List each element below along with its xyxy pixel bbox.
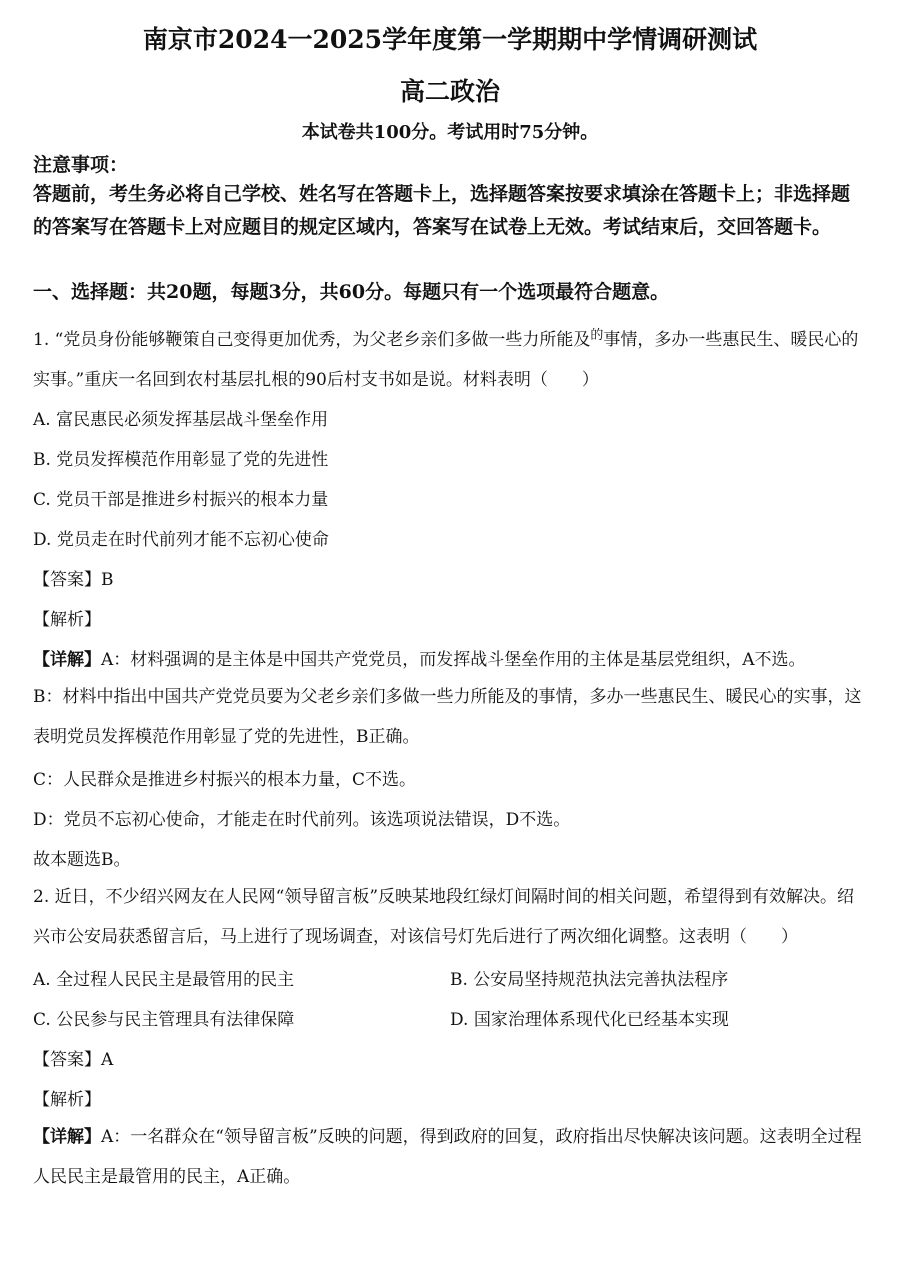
q2-detail-a-text: A：一名群众在“领导留言板”反映的问题，得到政府的回复，政府指出尽快解决该问题。这表明全过程人民民主是最管用的民主，A正确。 (33, 1127, 862, 1187)
q2-option-a: A. 全过程人民民主是最管用的民主 (33, 970, 295, 990)
q2-option-d: D. 国家治理体系现代化已经基本实现 (450, 1010, 729, 1030)
question-2-stem: 2. 近日，不少绍兴网友在人民网“领导留言板”反映某地段红绿灯间隔时间的相关问题，希望得到有效解决。绍兴市公安局获悉留言后，马上进行了现场调查，对该信号灯先后进行了两次细化调整。这表明（ ） (33, 887, 855, 947)
q2-option-b: B. 公安局坚持规范执法完善执法程序 (450, 970, 729, 990)
q1-detail-d: D：党员不忘初心使命，才能走在时代前列。该选项说法错误，D不选。 (33, 810, 571, 830)
q2-option-c: C. 公民参与民主管理具有法律保障 (33, 1010, 295, 1030)
notice-heading: 注意事项： (33, 154, 129, 176)
question-1-stem (33, 316, 868, 400)
q1-detail-a-line (33, 645, 806, 670)
exam-subject: 高二政治 (399, 77, 500, 106)
q1-analysis-label: 【解析】 (33, 610, 101, 630)
q1-detail-a: A：材料强调的是主体是中国共产党党员，而发挥战斗堡垒作用的主体是基层党组织，A不选。 (101, 650, 806, 670)
q1-option-c: C. 党员干部是推进乡村振兴的根本力量 (33, 490, 329, 510)
q1-detail-c: C：人民群众是推进乡村振兴的根本力量，C不选。 (33, 770, 417, 790)
q1-stem-sup: 的 (590, 328, 604, 343)
q1-option-a: A. 富民惠民必须发挥基层战斗堡垒作用 (33, 410, 329, 430)
q1-option-b: B. 党员发挥模范作用彰显了党的先进性 (33, 450, 329, 470)
q1-detail-label: 【详解】 (33, 650, 101, 670)
notice-text: 答题前，考生务必将自己学校、姓名写在答题卡上，选择题答案按要求填涂在答题卡上；非选择题的答案写在答题卡上对应题目的规定区域内，答案写在试卷上无效。考试结束后，交回答题卡。 (33, 183, 851, 238)
q2-detail-a (33, 1117, 868, 1197)
q1-stem-part1: 1. “党员身份能够鞭策自己变得更加优秀，为父老乡亲们多做一些力所能及 (33, 330, 591, 350)
q2-detail-label: 【详解】 (33, 1127, 101, 1147)
exam-info: 本试卷共100分。考试用时75分钟。 (301, 122, 599, 143)
q1-conclusion: 故本题选B。 (33, 850, 131, 870)
section-heading: 一、选择题：共20题，每题3分，共60分。每题只有一个选项最符合题意。 (33, 281, 670, 303)
q1-option-d: D. 党员走在时代前列才能不忘初心使命 (33, 530, 329, 550)
q2-answer: 【答案】A (33, 1050, 114, 1070)
q1-answer: 【答案】B (33, 570, 114, 590)
q2-analysis-label: 【解析】 (33, 1090, 101, 1110)
q1-stem-part2: 事情，多办一些惠民生、暖民心的实事。”重庆一名回到农村基层扎根的90后村支书如是说。材料表明（ ） (33, 330, 859, 390)
q1-detail-b: B：材料中指出中国共产党党员要为父老乡亲们多做一些力所能及的事情，多办一些惠民生、暖民心的实事，这表明党员发挥模范作用彰显了党的先进性，B正确。 (33, 687, 862, 747)
exam-title: 南京市2024一2025学年度第一学期期中学情调研测试 (142, 25, 758, 54)
